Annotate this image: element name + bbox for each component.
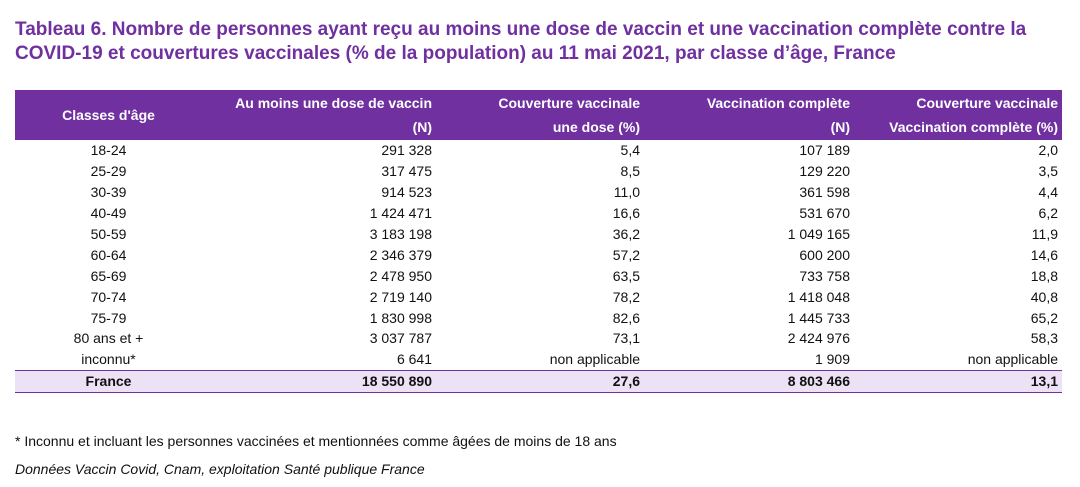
table-row	[15, 182, 1062, 203]
cell-age: 18-24	[90, 142, 127, 159]
cell-age: 25-29	[90, 163, 127, 180]
cell-age: inconnu*	[81, 351, 136, 368]
cell-full: 107 189	[799, 142, 850, 159]
data-source: Données Vaccin Covid, Cnam, exploitation Santé publique France	[15, 461, 425, 477]
total-dose1: 18 550 890	[202, 370, 436, 392]
cell-dose1: 317 475	[381, 163, 432, 180]
cell-dose1: 2 346 379	[369, 246, 432, 263]
cell-full: 600 200	[799, 246, 850, 263]
cell-coverage-dose1: 63,5	[612, 267, 640, 284]
vaccination-table	[15, 90, 1062, 393]
cell-coverage-full: 58,3	[1030, 330, 1058, 347]
cell-coverage-dose1: 57,2	[612, 246, 640, 263]
cell-age: 65-69	[90, 267, 127, 284]
table-row	[15, 244, 1062, 265]
header-coverage-one-dose: Couverture vaccinale une dose (%)	[436, 90, 644, 140]
cell-age: 30-39	[90, 184, 127, 201]
cell-full: 1 445 733	[787, 309, 850, 326]
total-label: France	[15, 370, 202, 392]
header-full-vaccination: Vaccination complète (N)	[644, 90, 854, 140]
cell-dose1: 1 830 998	[369, 309, 432, 326]
cell-coverage-dose1: 78,2	[612, 288, 640, 305]
table-row	[15, 265, 1062, 286]
table-row	[15, 328, 1062, 349]
cell-coverage-dose1: 16,6	[612, 205, 640, 222]
cell-dose1: 914 523	[381, 184, 432, 201]
cell-age: 60-64	[90, 246, 127, 263]
cell-coverage-full: 18,8	[1030, 267, 1058, 284]
table-row	[15, 224, 1062, 245]
cell-coverage-dose1: 82,6	[612, 309, 640, 326]
table-row	[15, 161, 1062, 182]
table-title: Tableau 6. Nombre de personnes ayant reçu au moins une dose de vaccin et une vaccination complète contre la COVID-19 et couvertures vaccinales (% de la population) au 11 mai 2021, par classe d’âge, France	[15, 19, 1027, 64]
cell-age: 70-74	[90, 288, 127, 305]
footnote: * Inconnu et incluant les personnes vaccinées et mentionnées comme âgées de moins de 18 ans	[15, 433, 617, 449]
cell-coverage-full: 4,4	[1038, 184, 1058, 201]
cell-coverage-full: 40,8	[1030, 288, 1058, 305]
table-row	[15, 140, 1062, 161]
header-age-group: Classes d'âge	[15, 90, 202, 140]
cell-age: 50-59	[90, 226, 127, 242]
table-row	[15, 349, 1062, 370]
cell-full: 2 424 976	[787, 330, 850, 347]
table-header-row	[15, 90, 1062, 140]
cell-full: 129 220	[799, 163, 850, 180]
cell-coverage-full: 11,9	[1031, 226, 1058, 242]
cell-full: 361 598	[799, 184, 850, 201]
table-row	[15, 286, 1062, 307]
cell-dose1: 3 037 787	[369, 330, 432, 347]
cell-dose1: 3 183 198	[369, 226, 432, 242]
cell-coverage-full: 3,5	[1038, 163, 1058, 180]
cell-coverage-dose1: 73,1	[612, 330, 640, 347]
total-full: 8 803 466	[644, 370, 854, 392]
cell-coverage-dose1: 5,4	[620, 142, 640, 159]
header-coverage-full-vaccination: Couverture vaccinale Vaccination complète (%)	[854, 90, 1062, 140]
cell-full: 1 909	[814, 351, 850, 368]
cell-coverage-dose1: 8,5	[620, 163, 640, 180]
cell-coverage-full: 2,0	[1038, 142, 1058, 159]
vaccination-table-container	[15, 90, 1062, 393]
cell-coverage-full: 6,2	[1038, 205, 1058, 222]
header-at-least-one-dose: Au moins une dose de vaccin (N)	[202, 90, 436, 140]
table-row	[15, 203, 1062, 224]
cell-coverage-dose1: 11,0	[613, 184, 640, 201]
cell-age: 75-79	[90, 309, 127, 326]
cell-coverage-dose1: 36,2	[612, 226, 640, 242]
cell-full: 531 670	[799, 205, 850, 222]
cell-dose1: 2 478 950	[369, 267, 432, 284]
cell-dose1: 2 719 140	[369, 288, 432, 305]
cell-full: 1 418 048	[787, 288, 850, 305]
cell-age: 40-49	[90, 205, 127, 222]
table-row	[15, 307, 1062, 328]
total-coverage-dose1: 27,6	[436, 370, 644, 392]
total-coverage-full: 13,1	[854, 370, 1062, 392]
cell-full: 1 049 165	[787, 226, 850, 242]
cell-coverage-full: non applicable	[967, 351, 1058, 368]
cell-age: 80 ans et +	[73, 330, 144, 347]
cell-full: 733 758	[799, 267, 850, 284]
cell-dose1: 6 641	[396, 351, 432, 368]
cell-coverage-full: 65,2	[1030, 309, 1058, 326]
cell-dose1: 1 424 471	[369, 205, 432, 222]
cell-dose1: 291 328	[381, 142, 432, 159]
cell-coverage-dose1: non applicable	[549, 351, 640, 368]
cell-coverage-full: 14,6	[1030, 246, 1058, 263]
total-row	[15, 370, 1062, 392]
